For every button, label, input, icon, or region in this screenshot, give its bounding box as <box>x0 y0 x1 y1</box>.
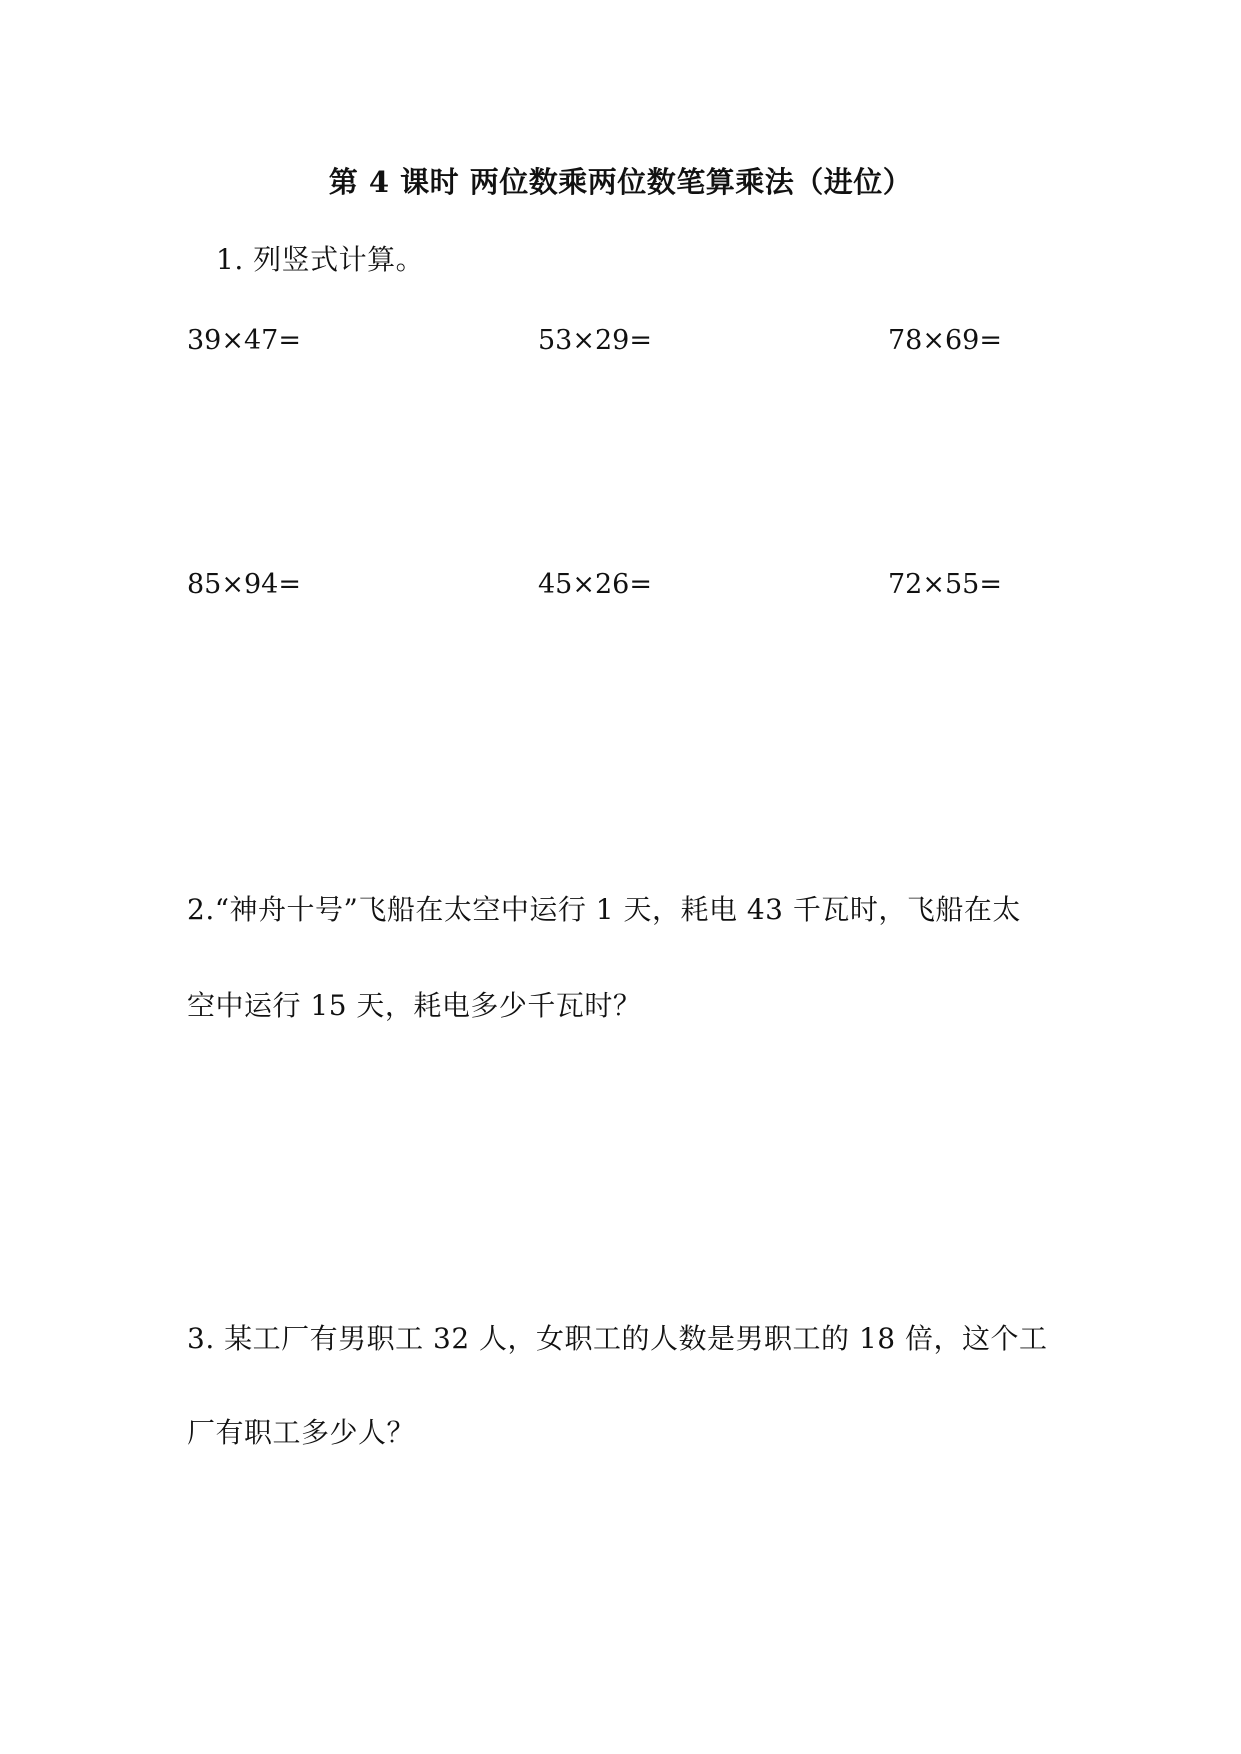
question-2-text-line-1: 2.“神舟十号”飞船在太空中运行 1 天，耗电 43 千瓦时，飞船在太 <box>187 893 1021 926</box>
expression: 78×69= <box>888 325 1002 356</box>
question-3-text-line-1: 3. 某工厂有男职工 32 人，女职工的人数是男职工的 18 倍，这个工 <box>187 1322 1048 1355</box>
expression: 39×47= <box>187 325 301 356</box>
page-title: 第 4 课时 两位数乘两位数笔算乘法（进位） <box>328 165 913 199</box>
expression: 45×26= <box>538 569 652 600</box>
question-1-heading: 1. 列竖式计算。 <box>216 243 425 276</box>
expression-row-2 <box>0 565 1241 605</box>
expression: 53×29= <box>538 325 652 356</box>
question-3-text-line-2: 厂有职工多少人？ <box>187 1416 416 1449</box>
expression-row-1 <box>0 321 1241 361</box>
question-2-text-line-2: 空中运行 15 天，耗电多少千瓦时？ <box>187 989 642 1022</box>
expression: 85×94= <box>187 569 301 600</box>
expression: 72×55= <box>888 569 1002 600</box>
